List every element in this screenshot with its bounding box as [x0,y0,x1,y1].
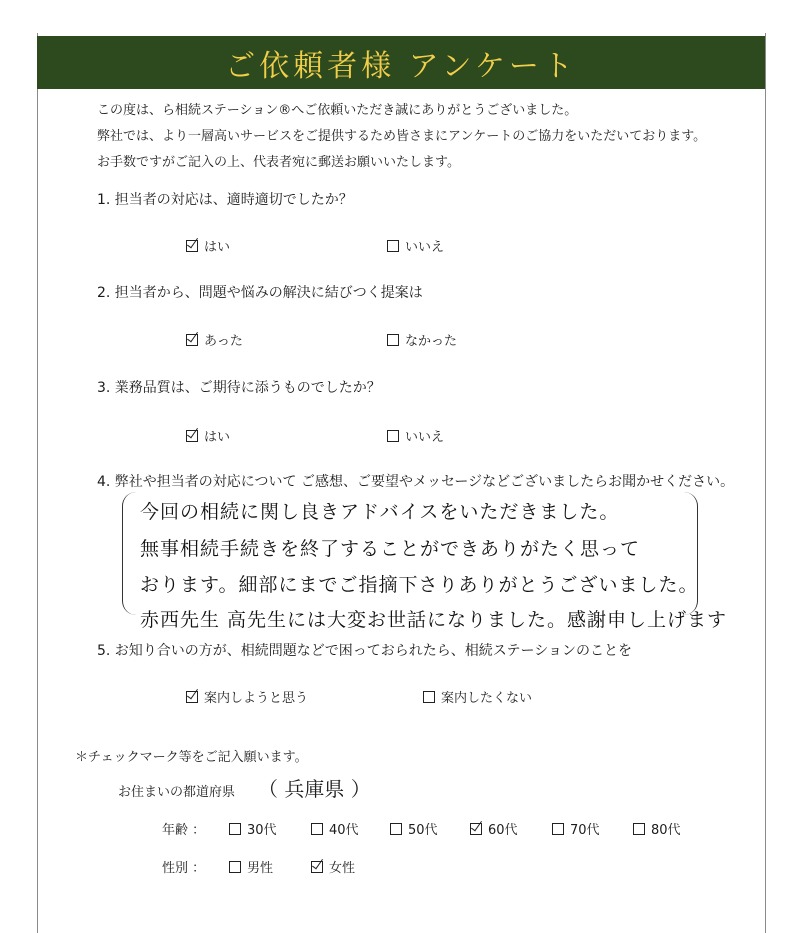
comment-line-1: 今回の相続に関し良きアドバイスをいただきました。 [140,501,620,523]
option-label: 60代 [488,823,518,838]
option-label: なかった [405,334,458,349]
option-label: 男性 [247,861,274,876]
option-label: はい [204,430,231,445]
checkbox-checked[interactable] [311,861,323,873]
option-label: はい [204,240,231,255]
q5-option-yes[interactable] [186,687,308,706]
q2-option-yes[interactable] [186,330,243,349]
question-5: 5. お知り合いの方が、相続問題などで困っておられたら、相続ステーションのことを [97,643,632,659]
question-2: 2. 担当者から、問題や悩みの解決に結びつく提案は [97,285,423,301]
option-label: 女性 [329,861,356,876]
instruction-note: ＊チェックマーク等をご記入願います。 [75,750,308,765]
checkbox[interactable] [633,823,645,835]
checkbox-checked[interactable] [186,240,198,252]
checkbox-checked[interactable] [186,334,198,346]
age-option-30s[interactable] [229,819,277,838]
gender-label: 性別 ： [162,861,206,876]
intro-line-1: この度は、ら相続ステーション®へご依頼いただき誠にありがとうございました。 [97,103,578,118]
title-banner [37,36,765,89]
option-label: 案内しようと思う [204,691,309,706]
q3-option-yes[interactable] [186,426,230,445]
prefecture-label: お住まいの都道府県 [118,785,236,800]
checkbox[interactable] [387,334,399,346]
checkbox[interactable] [311,823,323,835]
question-3: 3. 業務品質は、ご期待に添うものでしたか？ [97,380,381,396]
checkbox[interactable] [387,240,399,252]
option-label: 50代 [408,823,438,838]
checkbox[interactable] [552,823,564,835]
question-1: 1. 担当者の対応は、適時適切でしたか？ [97,192,353,208]
option-label: 30代 [247,823,277,838]
q1-option-yes[interactable] [186,236,230,255]
age-option-50s[interactable] [390,819,438,838]
age-label: 年齢 ： [162,823,206,838]
comment-line-4: 赤西先生 高先生には大変お世話になりました。感謝申し上げます [140,609,728,631]
question-4: 4. 弊社や担当者の対応について ご感想、ご要望やメッセージなどございましたらお聞かせください。 [97,474,735,490]
checkbox[interactable] [423,691,435,703]
comment-line-2: 無事相続手続きを終了することができありがたく思って [140,538,641,560]
age-option-40s[interactable] [311,819,359,838]
option-label: いいえ [405,240,445,255]
option-label: 80代 [651,823,681,838]
checkbox[interactable] [229,861,241,873]
survey-title: ご依頼者様 アンケート [225,48,577,84]
option-label: いいえ [405,430,445,445]
comment-line-3: おります。細部にまでご指摘下さりありがとうございました。 [140,574,699,596]
checkbox-checked[interactable] [186,430,198,442]
option-label: 案内したくない [441,691,533,706]
q2-option-no[interactable] [387,330,457,349]
option-label: 70代 [570,823,600,838]
prefecture-value[interactable]: （ 兵庫県 ） [258,777,371,801]
intro-line-3: お手数ですがご記入の上、代表者宛に郵送お願いいたします。 [97,155,460,170]
age-option-80s[interactable] [633,819,681,838]
q5-option-no[interactable] [423,687,532,706]
checkbox-checked[interactable] [470,823,482,835]
q1-option-no[interactable] [387,236,444,255]
checkbox-checked[interactable] [186,691,198,703]
age-option-70s[interactable] [552,819,600,838]
age-option-60s[interactable] [470,819,518,838]
option-label: あった [204,334,243,349]
gender-option-female[interactable] [311,857,355,876]
intro-line-2: 弊社では、より一層高いサービスをご提供するため皆さまにアンケートのご協力をいただいております。 [97,129,707,144]
checkbox[interactable] [390,823,402,835]
option-label: 40代 [329,823,359,838]
checkbox[interactable] [229,823,241,835]
checkbox[interactable] [387,430,399,442]
q3-option-no[interactable] [387,426,444,445]
gender-option-male[interactable] [229,857,273,876]
